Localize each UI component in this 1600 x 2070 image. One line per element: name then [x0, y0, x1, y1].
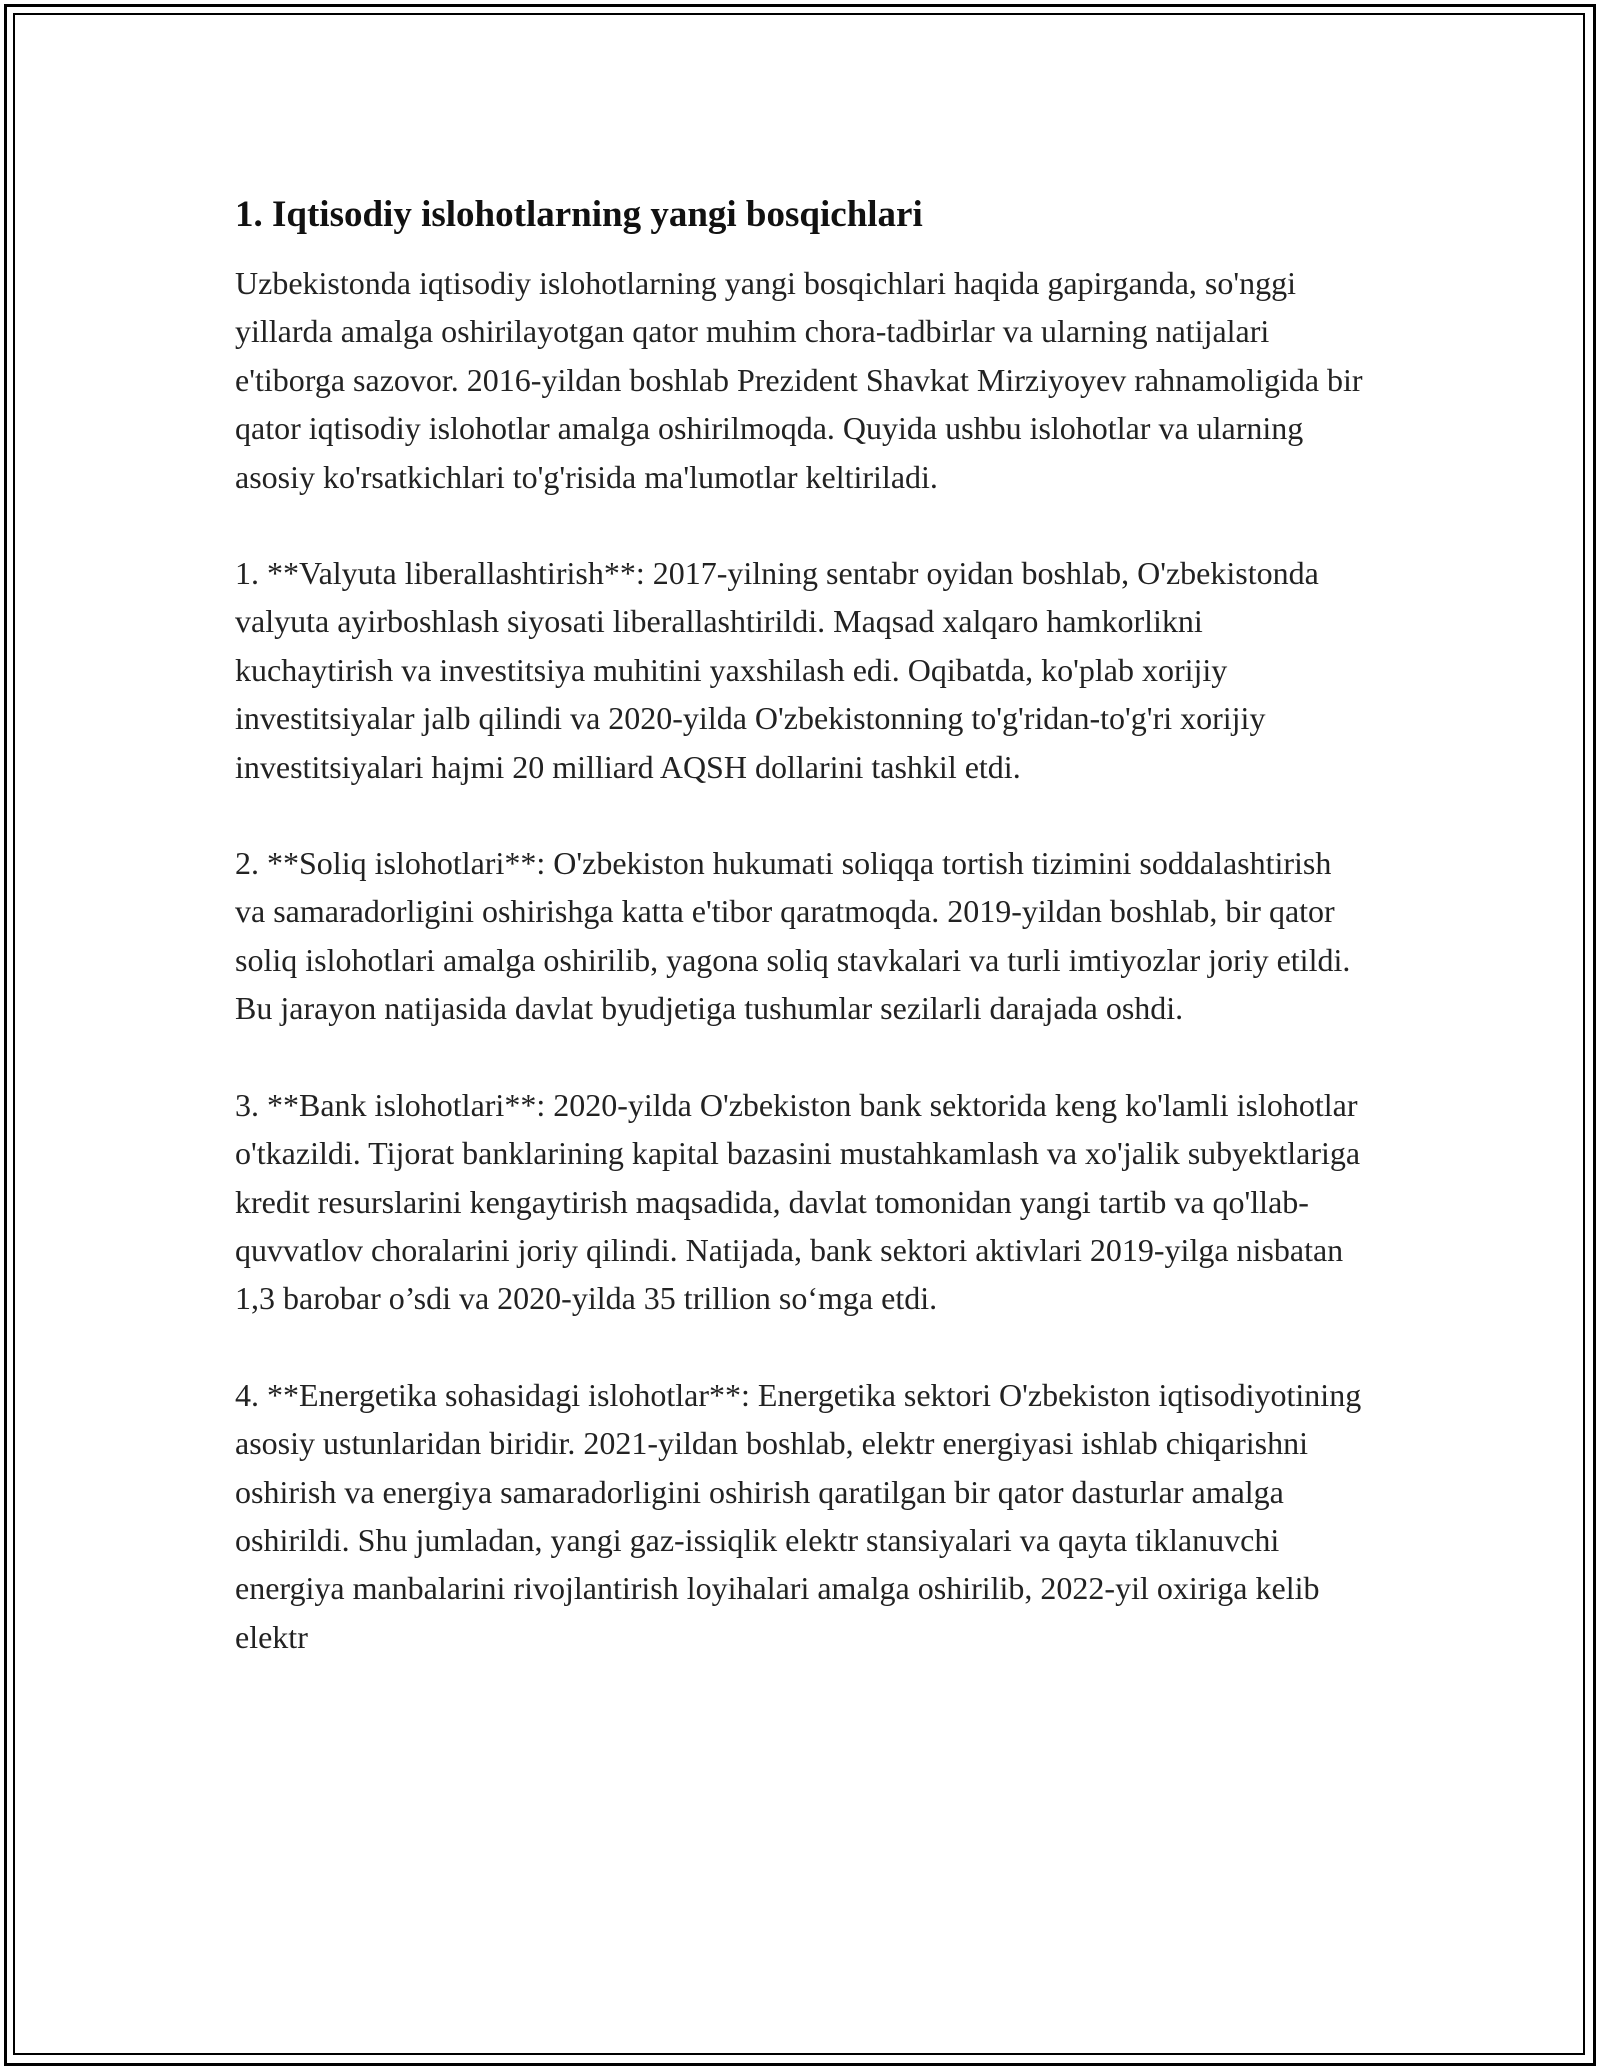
paragraph-tax-reforms: 2. **Soliq islohotlari**: O'zbekiston hukumati soliqqa tortish tizimini soddalashtirish va samaradorligini oshirishga katta e'tibor qaratmoqda. 2019-yildan boshlab, bir qator soliq islohotlari amalga oshirilib, yagona soliq stavkalari va turli imtiyozlar joriy etildi. Bu jarayon natijasida davlat byudjetiga tushumlar sezilarli darajada oshdi.	[235, 845, 1351, 1027]
paragraph-energy-reforms: 4. **Energetika sohasidagi islohotlar**: Energetika sektori O'zbekiston iqtisodiyotining asosiy ustunlaridan biridir. 2021-yildan boshlab, elektr energiyasi ishlab chiqarishni oshirish va energiya samaradorligini oshirish qaratilgan bir qator dasturlar amalga oshirildi. Shu jumladan, yangi gaz-issiqlik elektr stansiyalari va qayta tiklanuvchi energiya manbalarini rivojlantirish loyihalari amalga oshirilib, 2022-yil oxiriga kelib elektr	[235, 1376, 1362, 1655]
paragraph-bank-reforms: 3. **Bank islohotlari**: 2020-yilda O'zbekiston bank sektorida keng ko'lamli islohotlar o'tkazildi. Tijorat banklarining kapital bazasini mustahkamlash va xo'jalik subyektlariga kredit resurslarini kengaytirish maqsadida, davlat tomonidan yangi tartib va qo'llab-quvvatlov choralarini joriy qilindi. Natijada, bank sektori aktivlari 2019-yilga nisbatan 1,3 barobar o’sdi va 2020-yilda 35 trillion so‘mga etdi.	[235, 1086, 1361, 1317]
document-body	[235, 185, 1365, 1661]
section-heading: 1. Iqtisodiy islohotlarning yangi bosqichlari	[235, 194, 923, 235]
intro-paragraph: Uzbekistonda iqtisodiy islohotlarning yangi bosqichlari haqida gapirganda, so'nggi yillarda amalga oshirilayotgan qator muhim chora-tadbirlar va ularning natijalari e'tiborga sazovor. 2016-yildan boshlab Prezident Shavkat Mirziyoyev rahnamoligida bir qator iqtisodiy islohotlar amalga oshirilmoqda. Quyida ushbu islohotlar va ularning asosiy ko'rsatkichlari to'g'risida ma'lumotlar keltiriladi.	[235, 265, 1363, 495]
paragraph-currency-liberalization: 1. **Valyuta liberallashtirish**: 2017-yilning sentabr oyidan boshlab, O'zbekistonda valyuta ayirboshlash siyosati liberallashtirildi. Maqsad xalqaro hamkorlikni kuchaytirish va investitsiya muhitini yaxshilash edi. Oqibatda, ko'plab xorijiy investitsiyalar jalb qilindi va 2020-yilda O'zbekistonning to'g'ridan-to'g'ri xorijiy investitsiyalari hajmi 20 milliard AQSH dollarini tashkil etdi.	[235, 555, 1319, 785]
